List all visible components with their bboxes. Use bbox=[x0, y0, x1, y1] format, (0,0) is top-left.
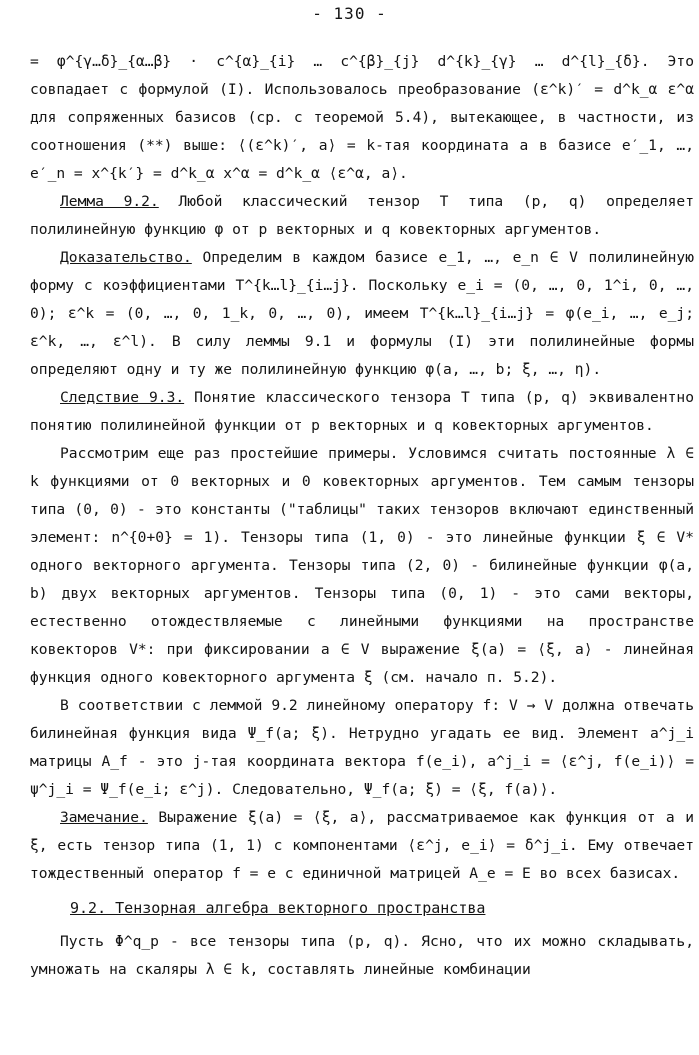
page-number: - 130 - bbox=[312, 4, 387, 23]
remark-text: Выражение ξ(a) = ⟨ξ, a⟩, рассматриваемое как функция от a и ξ, есть тензор типа (1, 1) с компонентами ⟨ε^j, e_i⟩ = δ^j_i. Ему отвечает тождественный оператор f = e с единичной матрицей A_e = E во всех базисах. bbox=[30, 809, 694, 882]
paragraph-tensor-algebra: Пусть Φ^q_p - все тензоры типа (p, q). Ясно, что их можно складывать, умножать на скаляры λ ∈ k, составлять линейные комбинации bbox=[30, 933, 694, 978]
lemma-label: Лемма 9.2. bbox=[60, 193, 159, 210]
corollary-9-3 bbox=[30, 384, 694, 440]
proof-label: Доказательство. bbox=[60, 249, 192, 266]
lemma-9-2 bbox=[30, 188, 694, 244]
proof-text: Определим в каждом базисе e_1, …, e_n ∈ V полилинейную форму с коэффициентами T^{k…l}_{i…j}. Поскольку e_i = (0, …, 0, 1^i, 0, …, 0); ε^k = (0, …, 0, 1_k, 0, …, 0), имеем T^{k…l}_{i…j} = φ(e_i, …, e_j; ε^k, …, ε^l). В силу леммы 9.1 и формулы (I) эти полилинейные формы определяют одну и ту же полилинейную функцию φ(a, …, b; ξ, …, η). bbox=[30, 249, 694, 378]
section-heading: 9.2. Тензорная алгебра векторного пространства bbox=[70, 899, 486, 917]
paragraph-operator: В соответствии с леммой 9.2 линейному оператору f: V → V должна отвечать билинейная функция вида Ψ_f(a; ξ). Нетрудно угадать ее вид. Элемент a^j_i матрицы A_f - это j-тая координата вектора f(e_i), a^j_i = ⟨ε^j, f(e_i)⟩ = ψ^j_i = Ψ_f(e_i; ε^j). Следовательно, Ψ_f(a; ξ) = ⟨ξ, f(a)⟩. bbox=[30, 697, 694, 798]
proof bbox=[30, 244, 694, 384]
lemma-text: Любой классический тензор T типа (p, q) определяет полилинейную функцию φ от p векторных и q ковекторных аргументов. bbox=[30, 193, 694, 238]
paragraph-examples: Рассмотрим еще раз простейшие примеры. Условимся считать постоянные λ ∈ k функциями от 0 векторных и 0 ковекторных аргументов. Тем самым тензоры типа (0, 0) - это константы ("таблицы" таких тензоров включают единственный элемент: n^{0+0} = 1). Тензоры типа (1, 0) - это линейные функции ξ ∈ V* одного векторного аргумента. Тензоры типа (2, 0) - билинейные функции φ(a, b) двух векторных аргументов. Тензоры типа (0, 1) - это сами векторы, естественно отождествляемые с линейными функциями на пространстве ковекторов V*: при фиксировании a ∈ V выражение ξ(a) = ⟨ξ, a⟩ - линейная функция одного ковекторного аргумента ξ (см. начало п. 5.2). bbox=[30, 445, 694, 686]
corollary-text: Понятие классического тензора T типа (p, q) эквивалентно понятию полилинейной функции от p векторных и q ковекторных аргументов. bbox=[30, 389, 694, 434]
paragraph-formula-continuation: = φ^{γ…δ}_{α…β} · c^{α}_{i} … c^{β}_{j} d^{k}_{γ} … d^{l}_{δ}. Это совпадает с формулой (I). Использовалось преобразование (ε^k)′ = d^k_α ε^α для сопряженных базисов (ср. с теоремой 5.4), вытекающее, в частности, из соотношения (**) выше: ⟨(ε^k)′, a⟩ = k-тая координата a в базисе e′_1, …, e′_n = x^{k′} = d^k_α x^α = d^k_α ⟨ε^α, a⟩. bbox=[30, 53, 694, 182]
page-body bbox=[30, 48, 694, 984]
remark bbox=[30, 804, 694, 888]
remark-label: Замечание. bbox=[60, 809, 148, 826]
corollary-label: Следствие 9.3. bbox=[60, 389, 185, 406]
